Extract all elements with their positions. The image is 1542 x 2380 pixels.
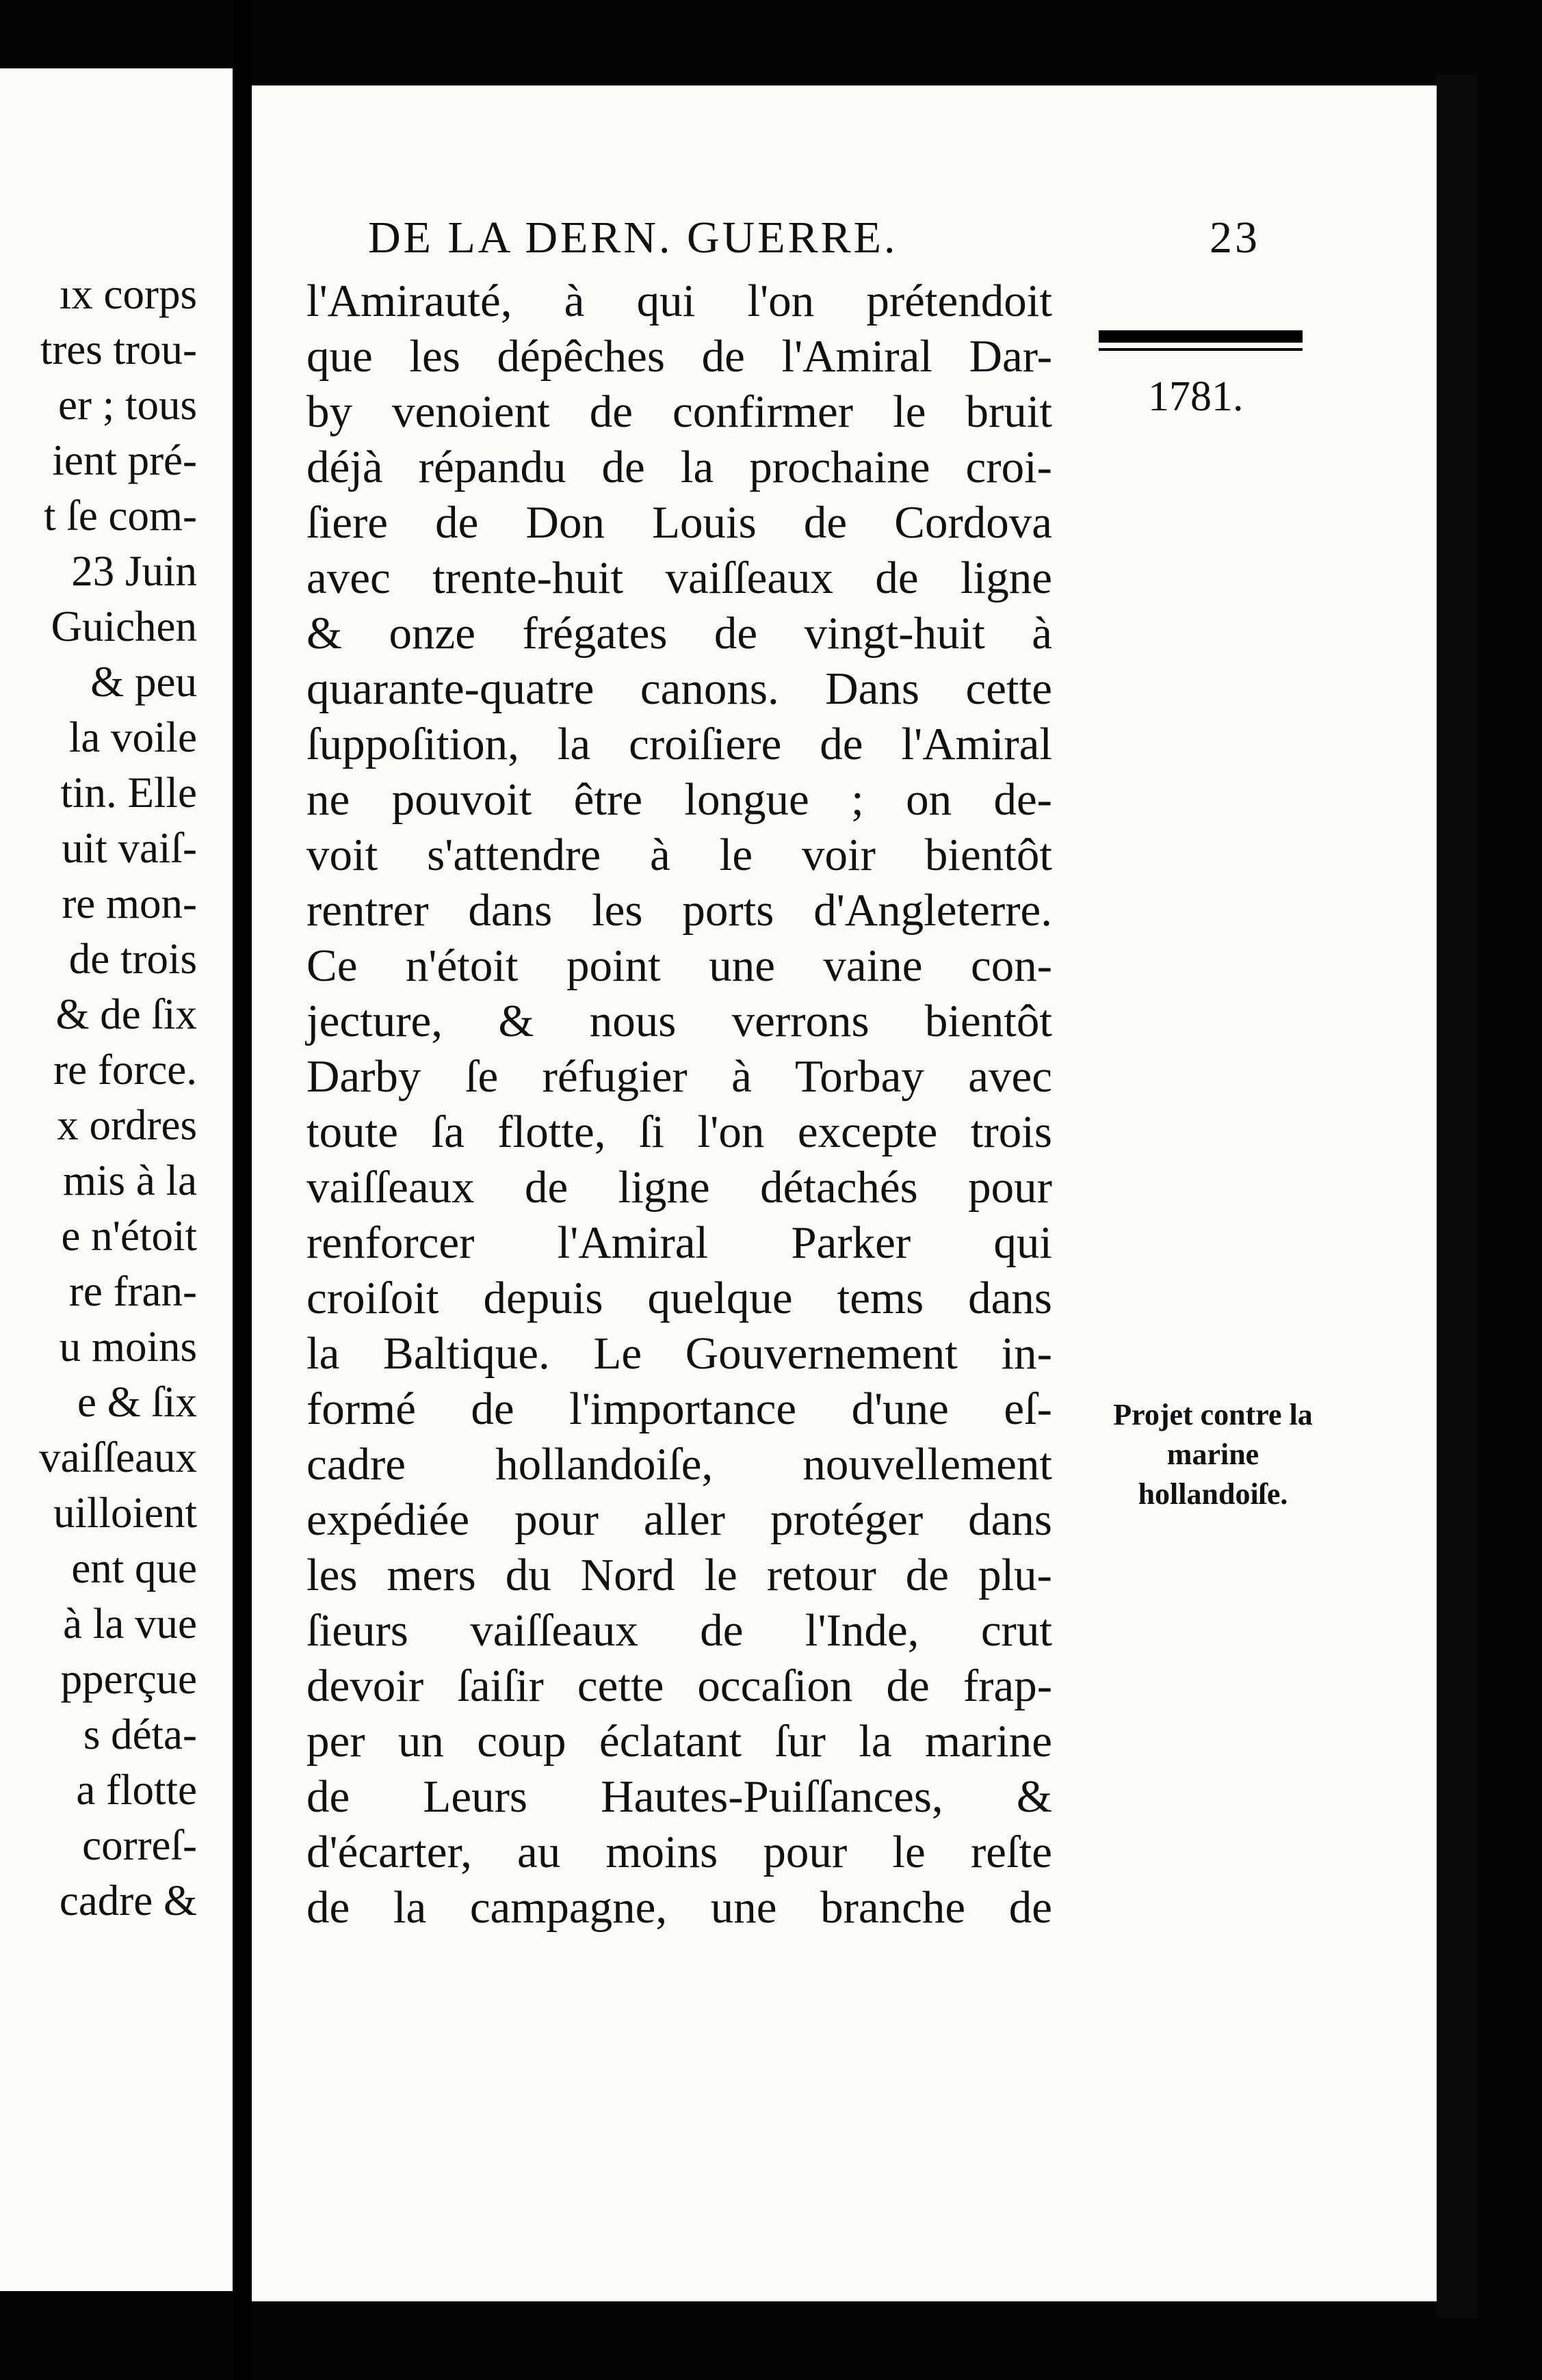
- body-line: ne pouvoit être longue ; on de-: [306, 774, 1052, 825]
- left-page-line: ient pré-: [52, 436, 197, 484]
- left-page-line: a flotte: [76, 1766, 197, 1814]
- left-page-line: re fran-: [68, 1267, 197, 1315]
- running-head-title: DE LA DERN. GUERRE.: [368, 213, 898, 263]
- margin-year: 1781.: [1148, 373, 1244, 420]
- body-line: de Leurs Hautes-Puiſſances, &: [306, 1771, 1052, 1822]
- left-page-line: u moins: [59, 1323, 197, 1371]
- body-line: ſieurs vaiſſeaux de l'Inde, crut: [306, 1605, 1052, 1656]
- body-line: l'Amirauté, à qui l'on prétendoit: [306, 276, 1052, 326]
- body-line: expédiée pour aller protéger dans: [306, 1494, 1052, 1545]
- body-line: Ce n'étoit point une vaine con-: [306, 940, 1052, 991]
- book-gutter: [233, 0, 252, 2380]
- left-page-fragment: [0, 68, 233, 2291]
- left-page-line: à la vue: [63, 1600, 197, 1648]
- body-line: per un coup éclatant ſur la marine: [306, 1716, 1052, 1767]
- body-line: croiſoit depuis quelque tems dans: [306, 1273, 1052, 1323]
- left-page-line: er ; tous: [58, 381, 197, 429]
- body-line: devoir ſaiſir cette occaſion de frap-: [306, 1661, 1052, 1711]
- body-line: déjà répandu de la prochaine croi-: [306, 442, 1052, 492]
- left-page-line: & peu: [90, 658, 197, 706]
- left-page-line: tres trou-: [40, 326, 197, 373]
- left-page-line: uilloient: [53, 1489, 197, 1537]
- body-line: rentrer dans les ports d'Angleterre.: [306, 885, 1052, 936]
- body-line: les mers du Nord le retour de plu-: [306, 1550, 1052, 1600]
- left-page-line: t ſe com-: [44, 492, 197, 540]
- left-page-line: & de ſix: [55, 990, 197, 1038]
- body-line: quarante-quatre canons. Dans cette: [306, 663, 1052, 714]
- body-line: jecture, & nous verrons bientôt: [306, 996, 1052, 1046]
- body-line: que les dépêches de l'Amiral Dar-: [306, 331, 1052, 382]
- left-page-line: mis à la: [63, 1156, 197, 1204]
- body-line: de la campagne, une branche de: [306, 1882, 1052, 1933]
- body-line: cadre hollandoiſe, nouvellement: [306, 1439, 1052, 1490]
- left-page-line: la voile: [68, 713, 197, 761]
- left-page-line: tin. Elle: [60, 769, 197, 817]
- left-page-line: Guichen: [51, 603, 197, 650]
- left-page-line: re mon-: [62, 880, 197, 927]
- body-line: & onze frégates de vingt-huit à: [306, 608, 1052, 659]
- left-page-line: de trois: [68, 935, 197, 983]
- body-line: ſiere de Don Louis de Cordova: [306, 497, 1052, 548]
- left-page-line: e & ſix: [77, 1378, 197, 1426]
- left-page-line: cadre &: [59, 1877, 197, 1925]
- body-line: vaiſſeaux de ligne détachés pour: [306, 1162, 1052, 1213]
- left-page-line: pperçue: [60, 1655, 197, 1703]
- margin-rule: [1099, 330, 1303, 343]
- left-page-line: re force.: [53, 1046, 197, 1094]
- left-page-line: x ordres: [57, 1101, 197, 1149]
- left-page-line: ıx corps: [59, 270, 197, 318]
- body-line: la Baltique. Le Gouvernement in-: [306, 1328, 1052, 1379]
- body-line: toute ſa flotte, ſi l'on excepte trois: [306, 1107, 1052, 1157]
- left-page-line: vaiſſeaux: [39, 1433, 197, 1481]
- right-page: [252, 85, 1437, 2301]
- body-line: by venoient de confirmer le bruit: [306, 386, 1052, 437]
- body-line: avec trente-huit vaiſſeaux de ligne: [306, 553, 1052, 603]
- left-page-line: ent que: [71, 1544, 197, 1592]
- body-line: formé de l'importance d'une eſ-: [306, 1384, 1052, 1434]
- left-page-line: uit vaiſ-: [62, 824, 197, 872]
- body-line: d'écarter, au moins pour le reſte: [306, 1827, 1052, 1877]
- margin-note: Projet contre la marine hollandoiſe.: [1113, 1398, 1313, 1511]
- page-number: 23: [1210, 213, 1260, 263]
- left-page-line: s déta-: [83, 1710, 197, 1758]
- left-page-text: [39, 267, 197, 1929]
- page-edge-shadow: [1437, 75, 1478, 2318]
- body-line: voit s'attendre à le voir bientôt: [306, 830, 1052, 880]
- body-line: ſuppoſition, la croiſiere de l'Amiral: [306, 719, 1052, 769]
- left-page-line: e n'étoit: [61, 1212, 197, 1260]
- body-line: renforcer l'Amiral Parker qui: [306, 1217, 1052, 1268]
- body-line: Darby ſe réfugier à Torbay avec: [306, 1051, 1052, 1102]
- left-page-line: correſ-: [82, 1821, 197, 1869]
- left-page-line: 23 Juin: [71, 547, 197, 595]
